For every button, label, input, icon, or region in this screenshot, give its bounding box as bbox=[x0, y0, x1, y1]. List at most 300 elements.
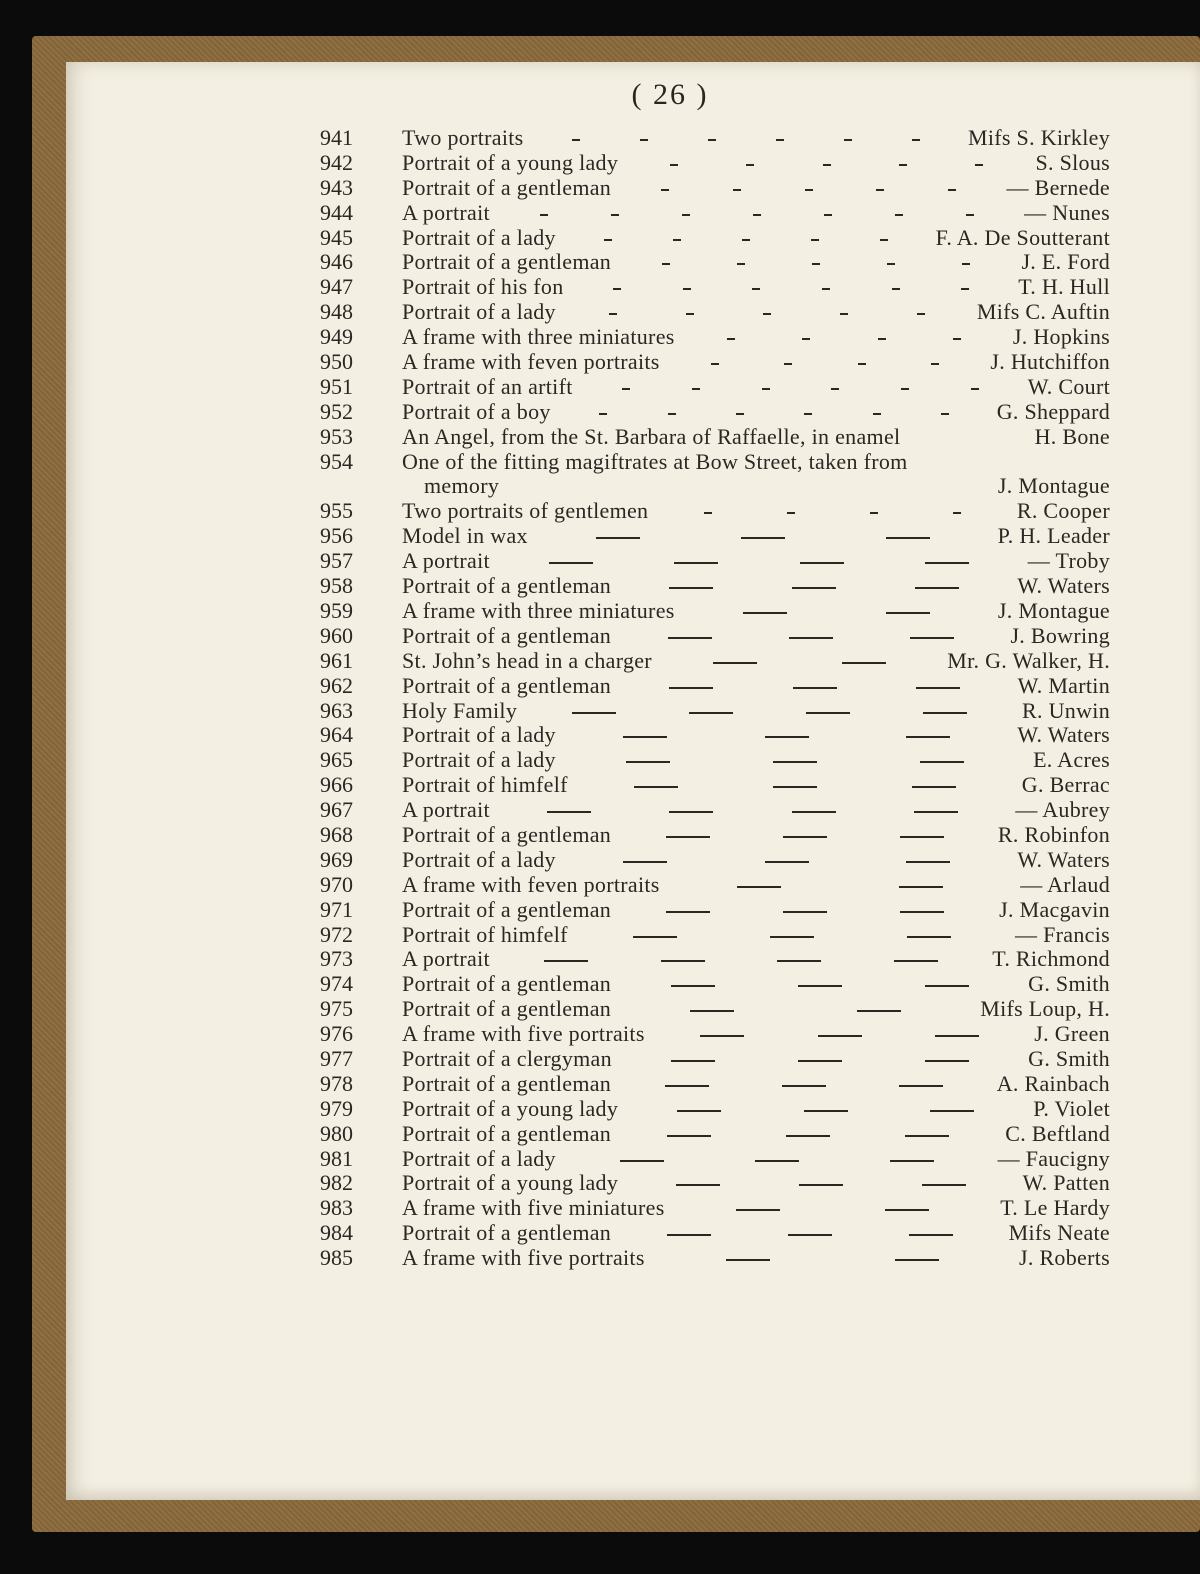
entry-number: 962 bbox=[320, 672, 353, 698]
leader-dash bbox=[789, 637, 833, 639]
entry-number: 955 bbox=[320, 498, 353, 524]
entry-title bbox=[402, 1047, 612, 1072]
entry-title-text: Portrait of a young lady bbox=[402, 149, 619, 175]
leader-dash bbox=[572, 712, 616, 714]
entry-title bbox=[402, 823, 611, 848]
entry-number: 960 bbox=[320, 622, 353, 648]
entry-number: 961 bbox=[320, 647, 353, 673]
leader-dash bbox=[762, 388, 770, 390]
leader-dash bbox=[798, 1060, 842, 1062]
leader-dash bbox=[907, 936, 951, 938]
leader-dash bbox=[899, 886, 943, 888]
leader-dash bbox=[792, 811, 836, 813]
catalogue-entry bbox=[320, 1221, 1110, 1246]
leader-dash bbox=[633, 936, 677, 938]
leader-dash bbox=[677, 1110, 721, 1112]
catalogue-entry bbox=[320, 997, 1110, 1022]
entry-number: 941 bbox=[320, 125, 353, 150]
catalogue-entry bbox=[320, 126, 1110, 151]
catalogue-entry bbox=[320, 524, 1110, 549]
entry-artist: W. Court bbox=[1027, 373, 1110, 399]
leader-dash bbox=[640, 139, 648, 141]
entry-number: 952 bbox=[320, 398, 353, 424]
leader-dash bbox=[727, 338, 735, 340]
leader-dash bbox=[900, 911, 944, 913]
leader-dash bbox=[676, 1184, 720, 1186]
catalogue-entry bbox=[320, 425, 1110, 450]
entry-title-text: Portrait of a clergyman bbox=[402, 1045, 612, 1071]
catalogue-entry bbox=[320, 1246, 1110, 1271]
leader-dash bbox=[840, 313, 848, 315]
entry-artist: — Troby bbox=[1027, 548, 1110, 574]
entry-number: 951 bbox=[320, 373, 353, 399]
entry-number: 978 bbox=[320, 1070, 353, 1096]
entry-title-text: Portrait of a gentleman bbox=[402, 622, 612, 648]
catalogue-entry bbox=[320, 624, 1110, 649]
leader-dash bbox=[668, 413, 676, 415]
entry-number: 967 bbox=[320, 797, 353, 823]
leader-dash bbox=[962, 263, 970, 265]
leader-dash bbox=[899, 1085, 943, 1087]
leader-dash bbox=[870, 512, 878, 514]
leader-dash bbox=[805, 189, 813, 191]
entry-title-continuation: memory bbox=[424, 473, 500, 499]
entry-artist: J. Hutchiffon bbox=[990, 349, 1110, 375]
entry-title bbox=[402, 425, 900, 450]
entry-artist: — Faucigny bbox=[997, 1145, 1110, 1171]
leader-dash bbox=[912, 786, 956, 788]
leader-dash bbox=[704, 512, 712, 514]
entry-title-text: Portrait of a gentleman bbox=[402, 1070, 612, 1096]
leader-dash bbox=[609, 313, 617, 315]
leader-dash bbox=[770, 936, 814, 938]
leader-dash bbox=[662, 263, 670, 265]
leader-dash bbox=[692, 388, 700, 390]
entry-title bbox=[402, 176, 611, 201]
entry-artist: R. Robinfon bbox=[997, 821, 1110, 847]
entry-title bbox=[402, 1221, 611, 1246]
entry-artist: Mifs Loup, H. bbox=[980, 996, 1110, 1022]
entry-title-text: Portrait of a gentleman bbox=[402, 672, 612, 698]
leader-dash bbox=[620, 1160, 664, 1162]
catalogue-entry bbox=[320, 1196, 1110, 1221]
entry-title bbox=[402, 226, 556, 251]
catalogue-entry bbox=[320, 325, 1110, 350]
entry-title-text: Portrait of a gentleman bbox=[402, 1120, 612, 1146]
entry-number: 983 bbox=[320, 1195, 353, 1221]
leader-dash bbox=[682, 214, 690, 216]
entry-artist: H. Bone bbox=[1034, 423, 1110, 449]
entry-title bbox=[402, 350, 660, 375]
entry-title-text: A frame with feven portraits bbox=[402, 871, 660, 897]
entry-title bbox=[402, 574, 611, 599]
entry-title-text: Portrait of a gentleman bbox=[402, 1220, 612, 1246]
entry-title bbox=[402, 1171, 618, 1196]
leader-dash bbox=[935, 1035, 979, 1037]
entry-number: 965 bbox=[320, 747, 353, 773]
leader-dash bbox=[885, 1209, 929, 1211]
entry-title bbox=[402, 723, 556, 748]
entry-artist: R. Cooper bbox=[1016, 498, 1110, 524]
leader-dash bbox=[673, 239, 681, 241]
catalogue-entry bbox=[320, 649, 1110, 674]
entry-title bbox=[402, 275, 564, 300]
leader-dash bbox=[925, 562, 969, 564]
entry-title bbox=[402, 151, 618, 176]
entry-title-text: Model in wax bbox=[402, 523, 528, 549]
entry-number: 975 bbox=[320, 996, 353, 1022]
leader-dash bbox=[804, 1110, 848, 1112]
entry-number: 948 bbox=[320, 299, 353, 325]
catalogue-entry bbox=[320, 201, 1110, 226]
leader-dash bbox=[914, 811, 958, 813]
entry-title bbox=[402, 325, 675, 350]
entry-title bbox=[402, 699, 517, 724]
entry-title-text: Portrait of a gentleman bbox=[402, 821, 612, 847]
catalogue-entry bbox=[320, 226, 1110, 251]
entry-number: 954 bbox=[320, 448, 353, 474]
entry-title bbox=[402, 201, 490, 226]
entry-title-text: A frame with five portraits bbox=[402, 1021, 645, 1047]
leader-dash bbox=[900, 836, 944, 838]
catalogue-entry bbox=[320, 450, 1110, 500]
catalogue-entry bbox=[320, 1147, 1110, 1172]
leader-dash bbox=[777, 960, 821, 962]
entry-title-text: Portrait of a gentleman bbox=[402, 174, 612, 200]
leader-dash bbox=[708, 139, 716, 141]
catalogue-entry bbox=[320, 549, 1110, 574]
entry-number: 979 bbox=[320, 1095, 353, 1121]
leader-dash bbox=[736, 1209, 780, 1211]
leader-dash bbox=[711, 363, 719, 365]
entry-artist: Mifs Neate bbox=[1008, 1220, 1110, 1246]
entry-title bbox=[402, 674, 611, 699]
entry-number: 985 bbox=[320, 1245, 353, 1271]
entry-artist: W. Martin bbox=[1017, 672, 1110, 698]
entry-title bbox=[402, 898, 611, 923]
leader-dash bbox=[971, 388, 979, 390]
leader-dash bbox=[741, 537, 785, 539]
entry-artist: J. Macgavin bbox=[999, 896, 1110, 922]
entry-artist: E. Acres bbox=[1033, 747, 1110, 773]
entry-title-text: A frame with feven portraits bbox=[402, 349, 660, 375]
entry-title-text: Portrait of an artift bbox=[402, 373, 573, 399]
leader-dash bbox=[742, 239, 750, 241]
entry-title-text: Portrait of a lady bbox=[402, 747, 556, 773]
entry-number: 982 bbox=[320, 1170, 353, 1196]
leader-dash bbox=[604, 239, 612, 241]
leader-dash bbox=[930, 1110, 974, 1112]
entry-title bbox=[402, 300, 556, 325]
leader-dash bbox=[910, 637, 954, 639]
leader-dash bbox=[901, 388, 909, 390]
entry-title-text: A portrait bbox=[402, 946, 490, 972]
entry-artist: G. Smith bbox=[1028, 971, 1110, 997]
entry-title bbox=[402, 1122, 611, 1147]
entry-number: 949 bbox=[320, 324, 353, 350]
catalogue-entry bbox=[320, 350, 1110, 375]
leader-dash bbox=[793, 687, 837, 689]
catalogue-entry bbox=[320, 250, 1110, 275]
entry-title-text: A frame with five miniatures bbox=[402, 1195, 665, 1221]
entry-title-text: Portrait of himfelf bbox=[402, 921, 568, 947]
entry-artist: — Nunes bbox=[1024, 199, 1110, 225]
catalogue-entry bbox=[320, 823, 1110, 848]
leader-dash bbox=[671, 985, 715, 987]
leader-dash bbox=[622, 388, 630, 390]
entry-title bbox=[402, 773, 568, 798]
catalogue-entry bbox=[320, 176, 1110, 201]
leader-dash bbox=[572, 139, 580, 141]
entry-title-text: A portrait bbox=[402, 199, 490, 225]
leader-dash bbox=[787, 512, 795, 514]
entry-artist: S. Slous bbox=[1035, 149, 1110, 175]
entry-title bbox=[402, 599, 675, 624]
leader-dash bbox=[906, 736, 950, 738]
entry-title-text: Portrait of a lady bbox=[402, 1145, 556, 1171]
catalogue-entry bbox=[320, 574, 1110, 599]
entry-number: 956 bbox=[320, 523, 353, 549]
leader-dash bbox=[549, 562, 593, 564]
entry-artist: C. Beftland bbox=[1005, 1120, 1110, 1146]
entry-title bbox=[402, 873, 660, 898]
leader-dash bbox=[899, 164, 907, 166]
entry-title-text: Portrait of a gentleman bbox=[402, 573, 612, 599]
leader-dash bbox=[894, 960, 938, 962]
entry-title bbox=[402, 450, 908, 500]
catalogue-entry bbox=[320, 748, 1110, 773]
entry-title-text: Portrait of a young lady bbox=[402, 1095, 619, 1121]
catalogue-entry bbox=[320, 1047, 1110, 1072]
catalogue-entry bbox=[320, 300, 1110, 325]
leader-dash bbox=[783, 836, 827, 838]
entry-title-text: A frame with three miniatures bbox=[402, 597, 675, 623]
leader-dash bbox=[953, 338, 961, 340]
entry-title bbox=[402, 1072, 611, 1097]
entry-title bbox=[402, 549, 490, 574]
leader-dash bbox=[800, 562, 844, 564]
leader-dash bbox=[733, 189, 741, 191]
leader-dash bbox=[880, 239, 888, 241]
leader-dash bbox=[784, 363, 792, 365]
catalogue-entry bbox=[320, 499, 1110, 524]
entry-artist: W. Waters bbox=[1017, 573, 1110, 599]
entry-title bbox=[402, 1022, 645, 1047]
entry-number: 964 bbox=[320, 722, 353, 748]
leader-dash bbox=[909, 1234, 953, 1236]
leader-dash bbox=[876, 189, 884, 191]
catalogue-entry bbox=[320, 599, 1110, 624]
leader-dash bbox=[726, 1259, 770, 1261]
entry-number: 980 bbox=[320, 1120, 353, 1146]
leader-dash bbox=[596, 537, 640, 539]
entry-artist: Mifs S. Kirkley bbox=[968, 125, 1110, 150]
leader-dash bbox=[873, 413, 881, 415]
leader-dash bbox=[753, 214, 761, 216]
entry-title-text: An Angel, from the St. Barbara of Raffaelle, in enamel bbox=[402, 423, 901, 449]
entry-artist: F. A. De Soutterant bbox=[935, 224, 1110, 250]
entry-number: 944 bbox=[320, 199, 353, 225]
catalogue-entry bbox=[320, 972, 1110, 997]
leader-dash bbox=[923, 712, 967, 714]
entry-title bbox=[402, 1097, 618, 1122]
entry-number: 976 bbox=[320, 1021, 353, 1047]
catalogue-entry bbox=[320, 923, 1110, 948]
entry-number: 946 bbox=[320, 249, 353, 275]
leader-dash bbox=[812, 263, 820, 265]
leader-dash bbox=[886, 537, 930, 539]
leader-dash bbox=[544, 960, 588, 962]
leader-dash bbox=[804, 413, 812, 415]
leader-dash bbox=[755, 1160, 799, 1162]
entry-title-text: A portrait bbox=[402, 797, 490, 823]
catalogue-entry bbox=[320, 1122, 1110, 1147]
entry-title-text: Portrait of a gentleman bbox=[402, 896, 612, 922]
leader-dash bbox=[690, 1010, 734, 1012]
entry-artist: P. H. Leader bbox=[997, 523, 1110, 549]
leader-dash bbox=[763, 313, 771, 315]
entry-artist: P. Violet bbox=[1033, 1095, 1110, 1121]
leader-dash bbox=[634, 786, 678, 788]
entry-title bbox=[402, 126, 524, 151]
entry-title bbox=[402, 400, 551, 425]
entry-title bbox=[402, 997, 611, 1022]
entry-number: 947 bbox=[320, 274, 353, 300]
leader-dash bbox=[975, 164, 983, 166]
entry-number: 963 bbox=[320, 697, 353, 723]
leader-dash bbox=[765, 861, 809, 863]
leader-dash bbox=[961, 288, 969, 290]
entry-title bbox=[402, 524, 528, 549]
entry-title-text: One of the fitting magiftrates at Bow Street, taken from bbox=[402, 448, 908, 474]
entry-number: 968 bbox=[320, 821, 353, 847]
leader-dash bbox=[892, 288, 900, 290]
entry-title-text: Portrait of a gentleman bbox=[402, 996, 612, 1022]
leader-dash bbox=[857, 1010, 901, 1012]
leader-dash bbox=[683, 288, 691, 290]
entry-artist: T. Richmond bbox=[992, 946, 1110, 972]
leader-dash bbox=[844, 139, 852, 141]
leader-dash bbox=[895, 214, 903, 216]
entry-number: 953 bbox=[320, 423, 353, 449]
entry-artist: Mr. G. Walker, H. bbox=[947, 647, 1110, 673]
entry-artist: W. Patten bbox=[1022, 1170, 1110, 1196]
entry-title-text: Portrait of a boy bbox=[402, 398, 551, 424]
entry-artist: R. Unwin bbox=[1022, 697, 1110, 723]
catalogue-entry bbox=[320, 674, 1110, 699]
entry-title bbox=[402, 1196, 665, 1221]
entry-artist: — Arlaud bbox=[1020, 871, 1110, 897]
leader-dash bbox=[890, 1160, 934, 1162]
entry-title bbox=[402, 649, 652, 674]
leader-dash bbox=[925, 1060, 969, 1062]
entry-number: 974 bbox=[320, 971, 353, 997]
leader-dash bbox=[773, 761, 817, 763]
entry-number: 959 bbox=[320, 597, 353, 623]
entry-title-text: Portrait of a lady bbox=[402, 299, 556, 325]
catalogue-entry bbox=[320, 947, 1110, 972]
entry-artist: G. Sheppard bbox=[996, 398, 1110, 424]
leader-dash bbox=[669, 587, 713, 589]
entry-number: 966 bbox=[320, 772, 353, 798]
entry-number: 942 bbox=[320, 149, 353, 175]
entry-artist: J. Montague bbox=[997, 597, 1110, 623]
leader-dash bbox=[905, 1135, 949, 1137]
entry-title-text: Portrait of a lady bbox=[402, 722, 556, 748]
leader-dash bbox=[966, 214, 974, 216]
entry-artist: J. Green bbox=[1034, 1021, 1110, 1047]
leader-dash bbox=[661, 189, 669, 191]
leader-dash bbox=[686, 313, 694, 315]
catalogue-entry bbox=[320, 873, 1110, 898]
leader-dash bbox=[661, 960, 705, 962]
entry-title bbox=[402, 375, 573, 400]
leader-dash bbox=[671, 1060, 715, 1062]
entry-title bbox=[402, 972, 611, 997]
leader-dash bbox=[613, 288, 621, 290]
leader-dash bbox=[925, 985, 969, 987]
leader-dash bbox=[669, 687, 713, 689]
entry-artist: — Bernede bbox=[1006, 174, 1110, 200]
entry-artist: G. Smith bbox=[1028, 1045, 1110, 1071]
leader-dash bbox=[773, 786, 817, 788]
leader-dash bbox=[906, 861, 950, 863]
entry-title-text: Two portraits of gentlemen bbox=[402, 498, 649, 524]
catalogue-entry bbox=[320, 848, 1110, 873]
leader-dash bbox=[941, 413, 949, 415]
entry-title bbox=[402, 923, 568, 948]
leader-dash bbox=[611, 214, 619, 216]
leader-dash bbox=[623, 861, 667, 863]
entry-artist: J. Roberts bbox=[1019, 1245, 1110, 1271]
catalogue-entry bbox=[320, 898, 1110, 923]
leader-dash bbox=[746, 164, 754, 166]
leader-dash bbox=[666, 836, 710, 838]
leader-dash bbox=[802, 338, 810, 340]
entry-title bbox=[402, 1246, 645, 1271]
catalogue-entry bbox=[320, 1097, 1110, 1122]
entry-title bbox=[402, 624, 611, 649]
entry-title-text: Portrait of a lady bbox=[402, 224, 556, 250]
leader-dash bbox=[916, 687, 960, 689]
catalogue-entry bbox=[320, 1171, 1110, 1196]
catalogue-entry bbox=[320, 275, 1110, 300]
catalogue-entry bbox=[320, 699, 1110, 724]
leader-dash bbox=[783, 911, 827, 913]
leader-dash bbox=[713, 662, 757, 664]
leader-dash bbox=[674, 562, 718, 564]
entry-artist: T. Le Hardy bbox=[1000, 1195, 1110, 1221]
catalogue-entry bbox=[320, 1072, 1110, 1097]
leader-dash bbox=[931, 363, 939, 365]
leader-dash bbox=[895, 1259, 939, 1261]
catalogue-entry bbox=[320, 723, 1110, 748]
catalogue-entry-list bbox=[320, 126, 1110, 1271]
leader-dash bbox=[824, 214, 832, 216]
leader-dash bbox=[858, 363, 866, 365]
leader-dash bbox=[700, 1035, 744, 1037]
catalogue-entry bbox=[320, 798, 1110, 823]
entry-title-text: A frame with three miniatures bbox=[402, 324, 675, 350]
leader-dash bbox=[915, 587, 959, 589]
leader-dash bbox=[917, 313, 925, 315]
catalogue-entry bbox=[320, 400, 1110, 425]
entry-title bbox=[402, 499, 648, 524]
leader-dash bbox=[798, 985, 842, 987]
page-number: ( 26 ) bbox=[631, 78, 709, 111]
leader-dash bbox=[623, 736, 667, 738]
entry-artist: J. E. Ford bbox=[1021, 249, 1110, 275]
